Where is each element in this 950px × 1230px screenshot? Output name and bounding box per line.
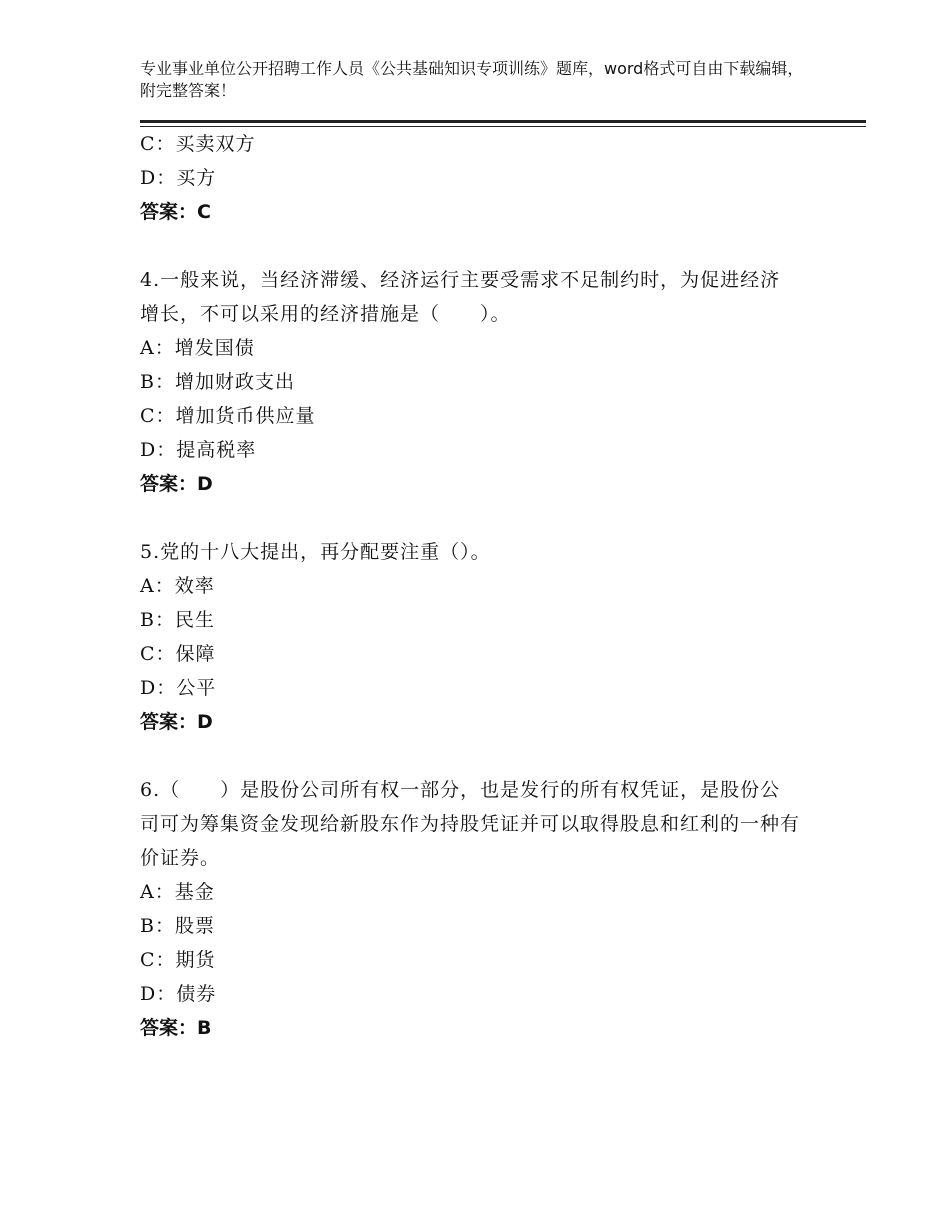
option-a: A：效率 [140,575,215,597]
option-b: B：股票 [140,915,215,937]
option-c: C：期货 [140,949,216,971]
option-d: D：公平 [140,677,217,699]
answer-line: 答案：D [140,473,213,495]
page-header: 专业事业单位公开招聘工作人员《公共基础知识专项训练》题库，word格式可自由下载编辑，附完整答案！ [140,59,804,100]
option-d: D：提高税率 [140,439,257,461]
option-d: D：买方 [140,167,217,189]
answer-line: 答案：B [140,1017,212,1039]
answer-line: 答案：D [140,711,213,733]
question-text: 4.一般来说，当经济滞缓、经济运行主要受需求不足制约时，为促进经济增长，不可以采用的经济措施是（ ）。 [140,269,781,325]
option-a: A：基金 [140,881,215,903]
question-text: 6.（ ）是股份公司所有权一部分，也是发行的所有权凭证，是股份公司可为筹集资金发现给新股东作为持股凭证并可以取得股息和红利的一种有价证券。 [140,779,801,869]
option-c: C：保障 [140,643,216,665]
option-b: B：民生 [140,609,215,631]
question-6 [140,773,820,1045]
question-text: 5.党的十八大提出，再分配要注重（）。 [140,541,491,563]
option-d: D：债券 [140,983,217,1005]
option-b: B：增加财政支出 [140,371,295,393]
spacer [140,501,820,535]
spacer [140,739,820,773]
question-4 [140,263,820,501]
question-list [140,127,820,1045]
header-rule-thick [140,120,866,123]
partial-question [140,127,820,229]
option-c: C：增加货币供应量 [140,405,316,427]
spacer [140,229,820,263]
question-5 [140,535,820,739]
answer-line: 答案：C [140,201,211,223]
option-a: A：增发国债 [140,337,255,359]
option-c: C：买卖双方 [140,133,256,155]
